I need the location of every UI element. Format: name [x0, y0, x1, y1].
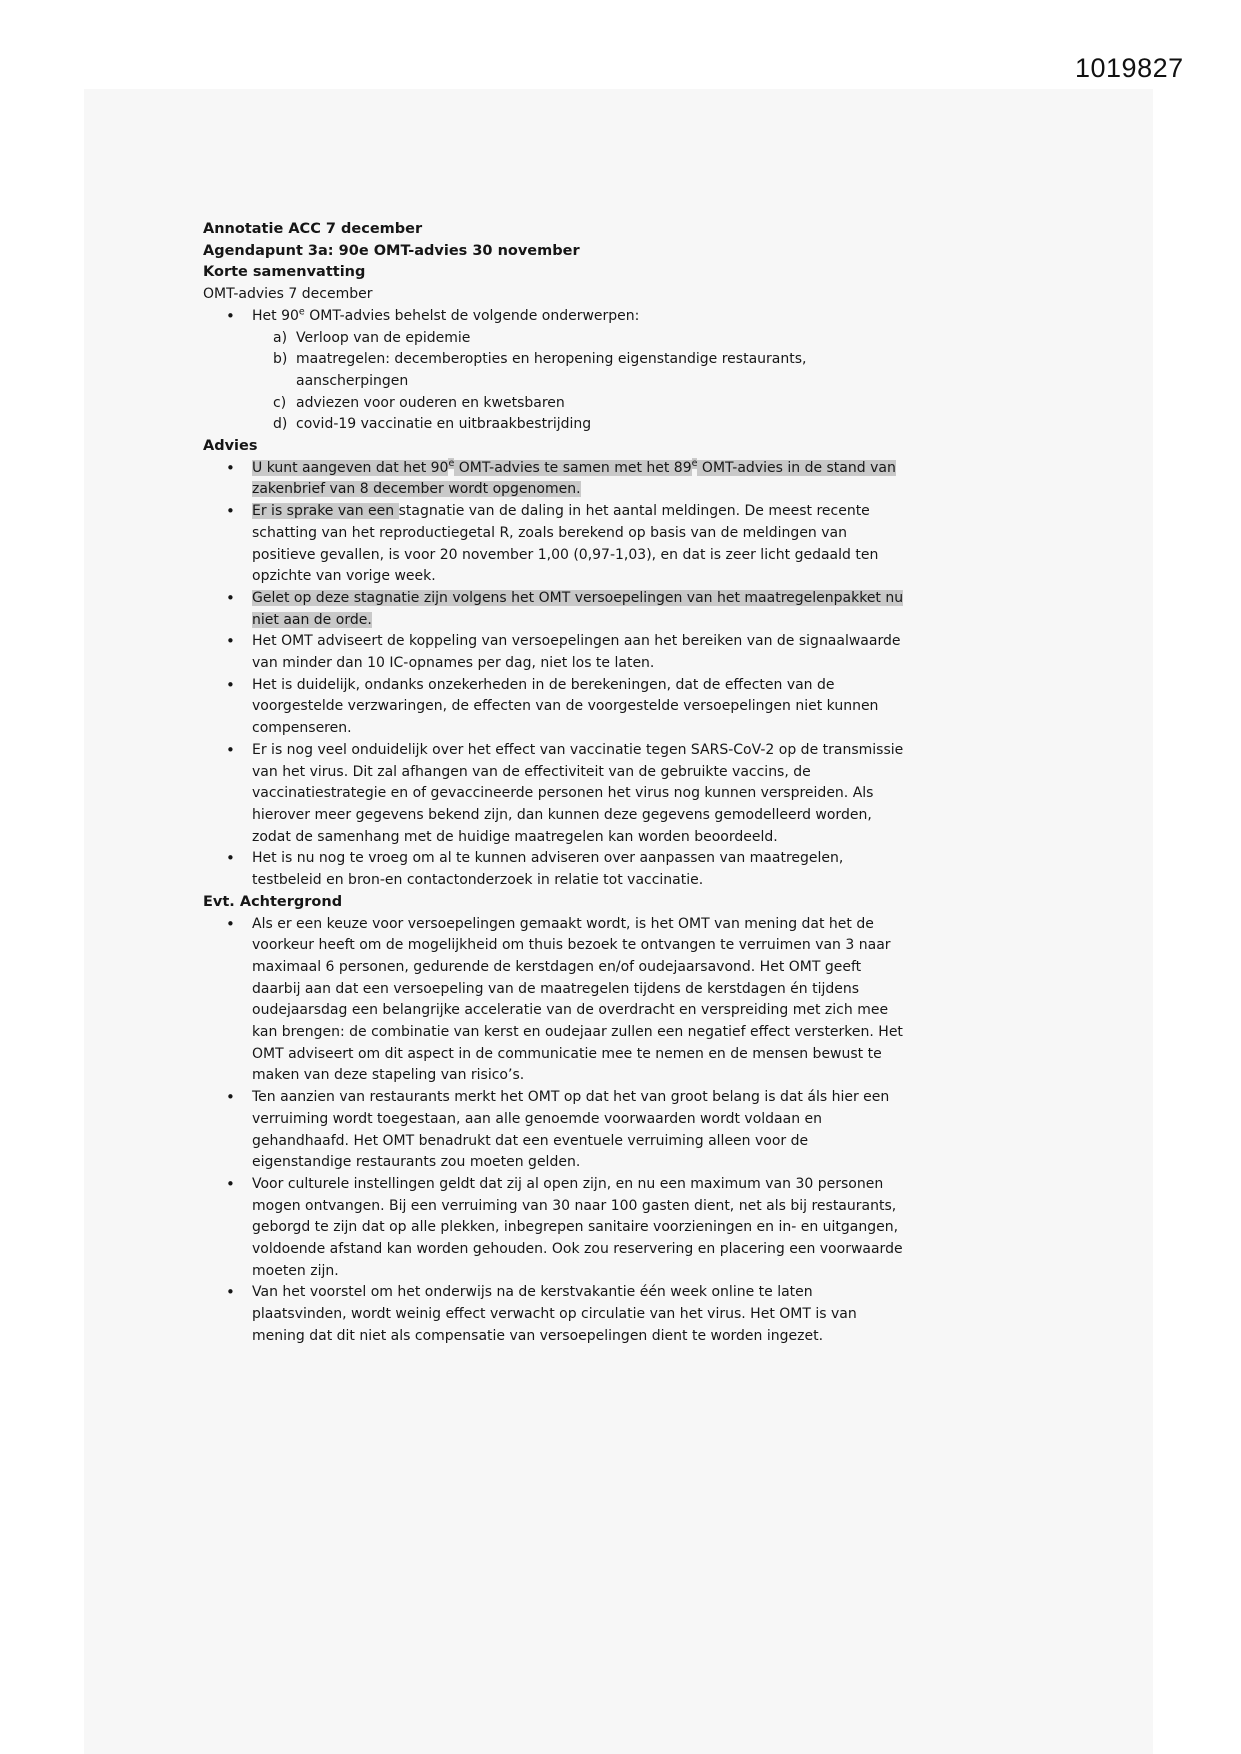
text-segment: Gelet op deze stagnatie zijn volgens het OMT versoepelingen van het maatregelenpakket nu niet aan de orde.	[252, 589, 904, 628]
summary-sub-list	[252, 328, 905, 437]
document-content	[203, 219, 905, 1348]
advies-bullet	[252, 848, 905, 891]
list-letter: d)	[273, 416, 288, 433]
text-segment: adviezen voor ouderen en kwetsbaren	[296, 394, 565, 411]
document-number: 1019827	[1075, 53, 1184, 83]
list-letter: a)	[273, 329, 288, 346]
text-segment: Er is sprake van een	[252, 503, 399, 520]
advies-bullet-list	[203, 458, 905, 892]
achtergrond-bullet	[252, 1087, 905, 1174]
advies-bullet	[252, 675, 905, 740]
document-title-line1: Annotatie ACC 7 december	[203, 221, 423, 237]
text-segment: Het OMT adviseert de koppeling van versoepelingen aan het bereiken van de signaalwaarde van minder dan 10 IC-opnames per dag, niet los te laten.	[252, 633, 901, 672]
text-segment: Het 90	[252, 307, 299, 324]
advies-bullet	[252, 588, 905, 631]
summary-sub-item	[252, 414, 905, 436]
list-letter: b)	[273, 351, 288, 368]
text-segment: Er is nog veel onduidelijk over het effect van vaccinatie tegen SARS-CoV-2 op de transmissie van het virus. Dit zal afhangen van de effectiviteit van de gebruikte vaccins, de vaccinatiestrategie en of gevaccineerde personen het virus nog kunnen verspreiden. Als hierover meer gegevens bekend zijn, dan kunnen deze gegevens gemodelleerd worden, zodat de samenhang met de huidige maatregelen kan worden beoordeeld.	[252, 741, 904, 845]
list-letter: c)	[273, 394, 287, 411]
text-segment: maatregelen: decemberopties en heropening eigenstandige restaurants, aanscherpingen	[296, 351, 807, 389]
section-heading-samenvatting: Korte samenvatting	[203, 264, 366, 281]
summary-bullet-list	[203, 306, 905, 436]
summary-bullet-text	[252, 308, 639, 324]
achtergrond-bullet	[252, 1174, 905, 1283]
achtergrond-bullet	[252, 914, 905, 1088]
section-heading-achtergrond: Evt. Achtergrond	[203, 893, 343, 910]
summary-sub-item	[252, 349, 905, 392]
summary-sub-item	[252, 328, 905, 350]
achtergrond-bullet-list	[203, 914, 905, 1348]
advies-bullet	[252, 631, 905, 674]
summary-bullet	[252, 306, 905, 436]
text-segment: Als er een keuze voor versoepelingen gemaakt wordt, is het OMT van mening dat het de voorkeur heeft om de mogelijkheid om thuis bezoek te ontvangen te verruimen van 3 naar maximaal 6 personen, gedurende de kerstdagen en/of oudejaarsavond. Het OMT geeft daarbij aan dat een versoepeling van de maatregelen tijdens de kerstdagen én tijdens oudejaarsdag een belangrijke acceleratie van de overdracht en verspreiding met zich mee kan brengen: de combinatie van kerst en oudejaar zullen een negatief effect versterken. Het OMT adviseert om dit aspect in de communicatie mee te nemen en de mensen bewust te maken van deze stapeling van risico’s.	[252, 915, 903, 1084]
text-segment: covid-19 vaccinatie en uitbraakbestrijding	[296, 416, 592, 433]
text-segment: OMT-advies behelst de volgende onderwerpen:	[304, 307, 640, 324]
text-segment: Het is nu nog te vroeg om al te kunnen adviseren over aanpassen van maatregelen, testbeleid en bron-en contactonderzoek in relatie tot vaccinatie.	[252, 850, 844, 889]
text-segment: e	[298, 306, 305, 318]
text-segment: e	[691, 458, 698, 470]
achtergrond-bullet	[252, 1282, 905, 1347]
text-segment: Van het voorstel om het onderwijs na de kerstvakantie één week online te laten plaatsvinden, wordt weinig effect verwacht op circulatie van het virus. Het OMT is van mening dat dit niet als compensatie van versoepelingen dient te worden ingezet.	[252, 1284, 857, 1344]
text-segment: Voor culturele instellingen geldt dat zij al open zijn, en nu een maximum van 30 personen mogen ontvangen. Bij een verruiming van 30 naar 100 gasten dient, net als bij restaurants, geborgd te zijn dat op alle plekken, inbegrepen sanitaire voorzieningen en in- en uitgangen, voldoende afstand kan worden gehouden. Ook zou reservering en placering een voorwaarde moeten zijn.	[252, 1175, 903, 1279]
text-segment: Verloop van de epidemie	[296, 329, 471, 346]
text-segment: Het is duidelijk, ondanks onzekerheden in de berekeningen, dat de effecten van de voorgestelde verzwaringen, de effecten van de voorgestelde versoepelingen niet kunnen compenseren.	[252, 676, 879, 737]
text-segment: U kunt aangeven dat het 90	[252, 459, 449, 476]
section-heading-advies: Advies	[203, 438, 258, 455]
advies-bullet	[252, 458, 905, 501]
text-segment: stagnatie van de daling in het aantal meldingen. De meest recente schatting van het reproductiegetal R, zoals berekend op basis van de meldingen van positieve gevallen, is voor 20 november 1,00 (0,97-1,03), en dat is zeer licht gedaald ten opzichte van vorige week.	[252, 503, 879, 585]
advies-bullet	[252, 501, 905, 588]
text-segment: OMT-advies te samen met het 89	[454, 459, 692, 476]
text-segment: Ten aanzien van restaurants merkt het OMT op dat het van groot belang is dat áls hier een verruiming wordt toegestaan, aan alle genoemde voorwaarden wordt voldaan en gehandhaafd. Het OMT benadrukt dat een eventuele verruiming alleen voor de eigenstandige restaurants zou moeten gelden.	[252, 1089, 890, 1171]
text-segment: OMT-advies in de stand van zakenbrief van 8 december wordt opgenomen.	[252, 459, 896, 498]
summary-sub-item	[252, 393, 905, 415]
summary-intro: OMT-advies 7 december	[203, 286, 373, 303]
document-title-line2: Agendapunt 3a: 90e OMT-advies 30 november	[203, 242, 580, 259]
advies-bullet	[252, 740, 905, 849]
text-segment: e	[448, 458, 455, 470]
